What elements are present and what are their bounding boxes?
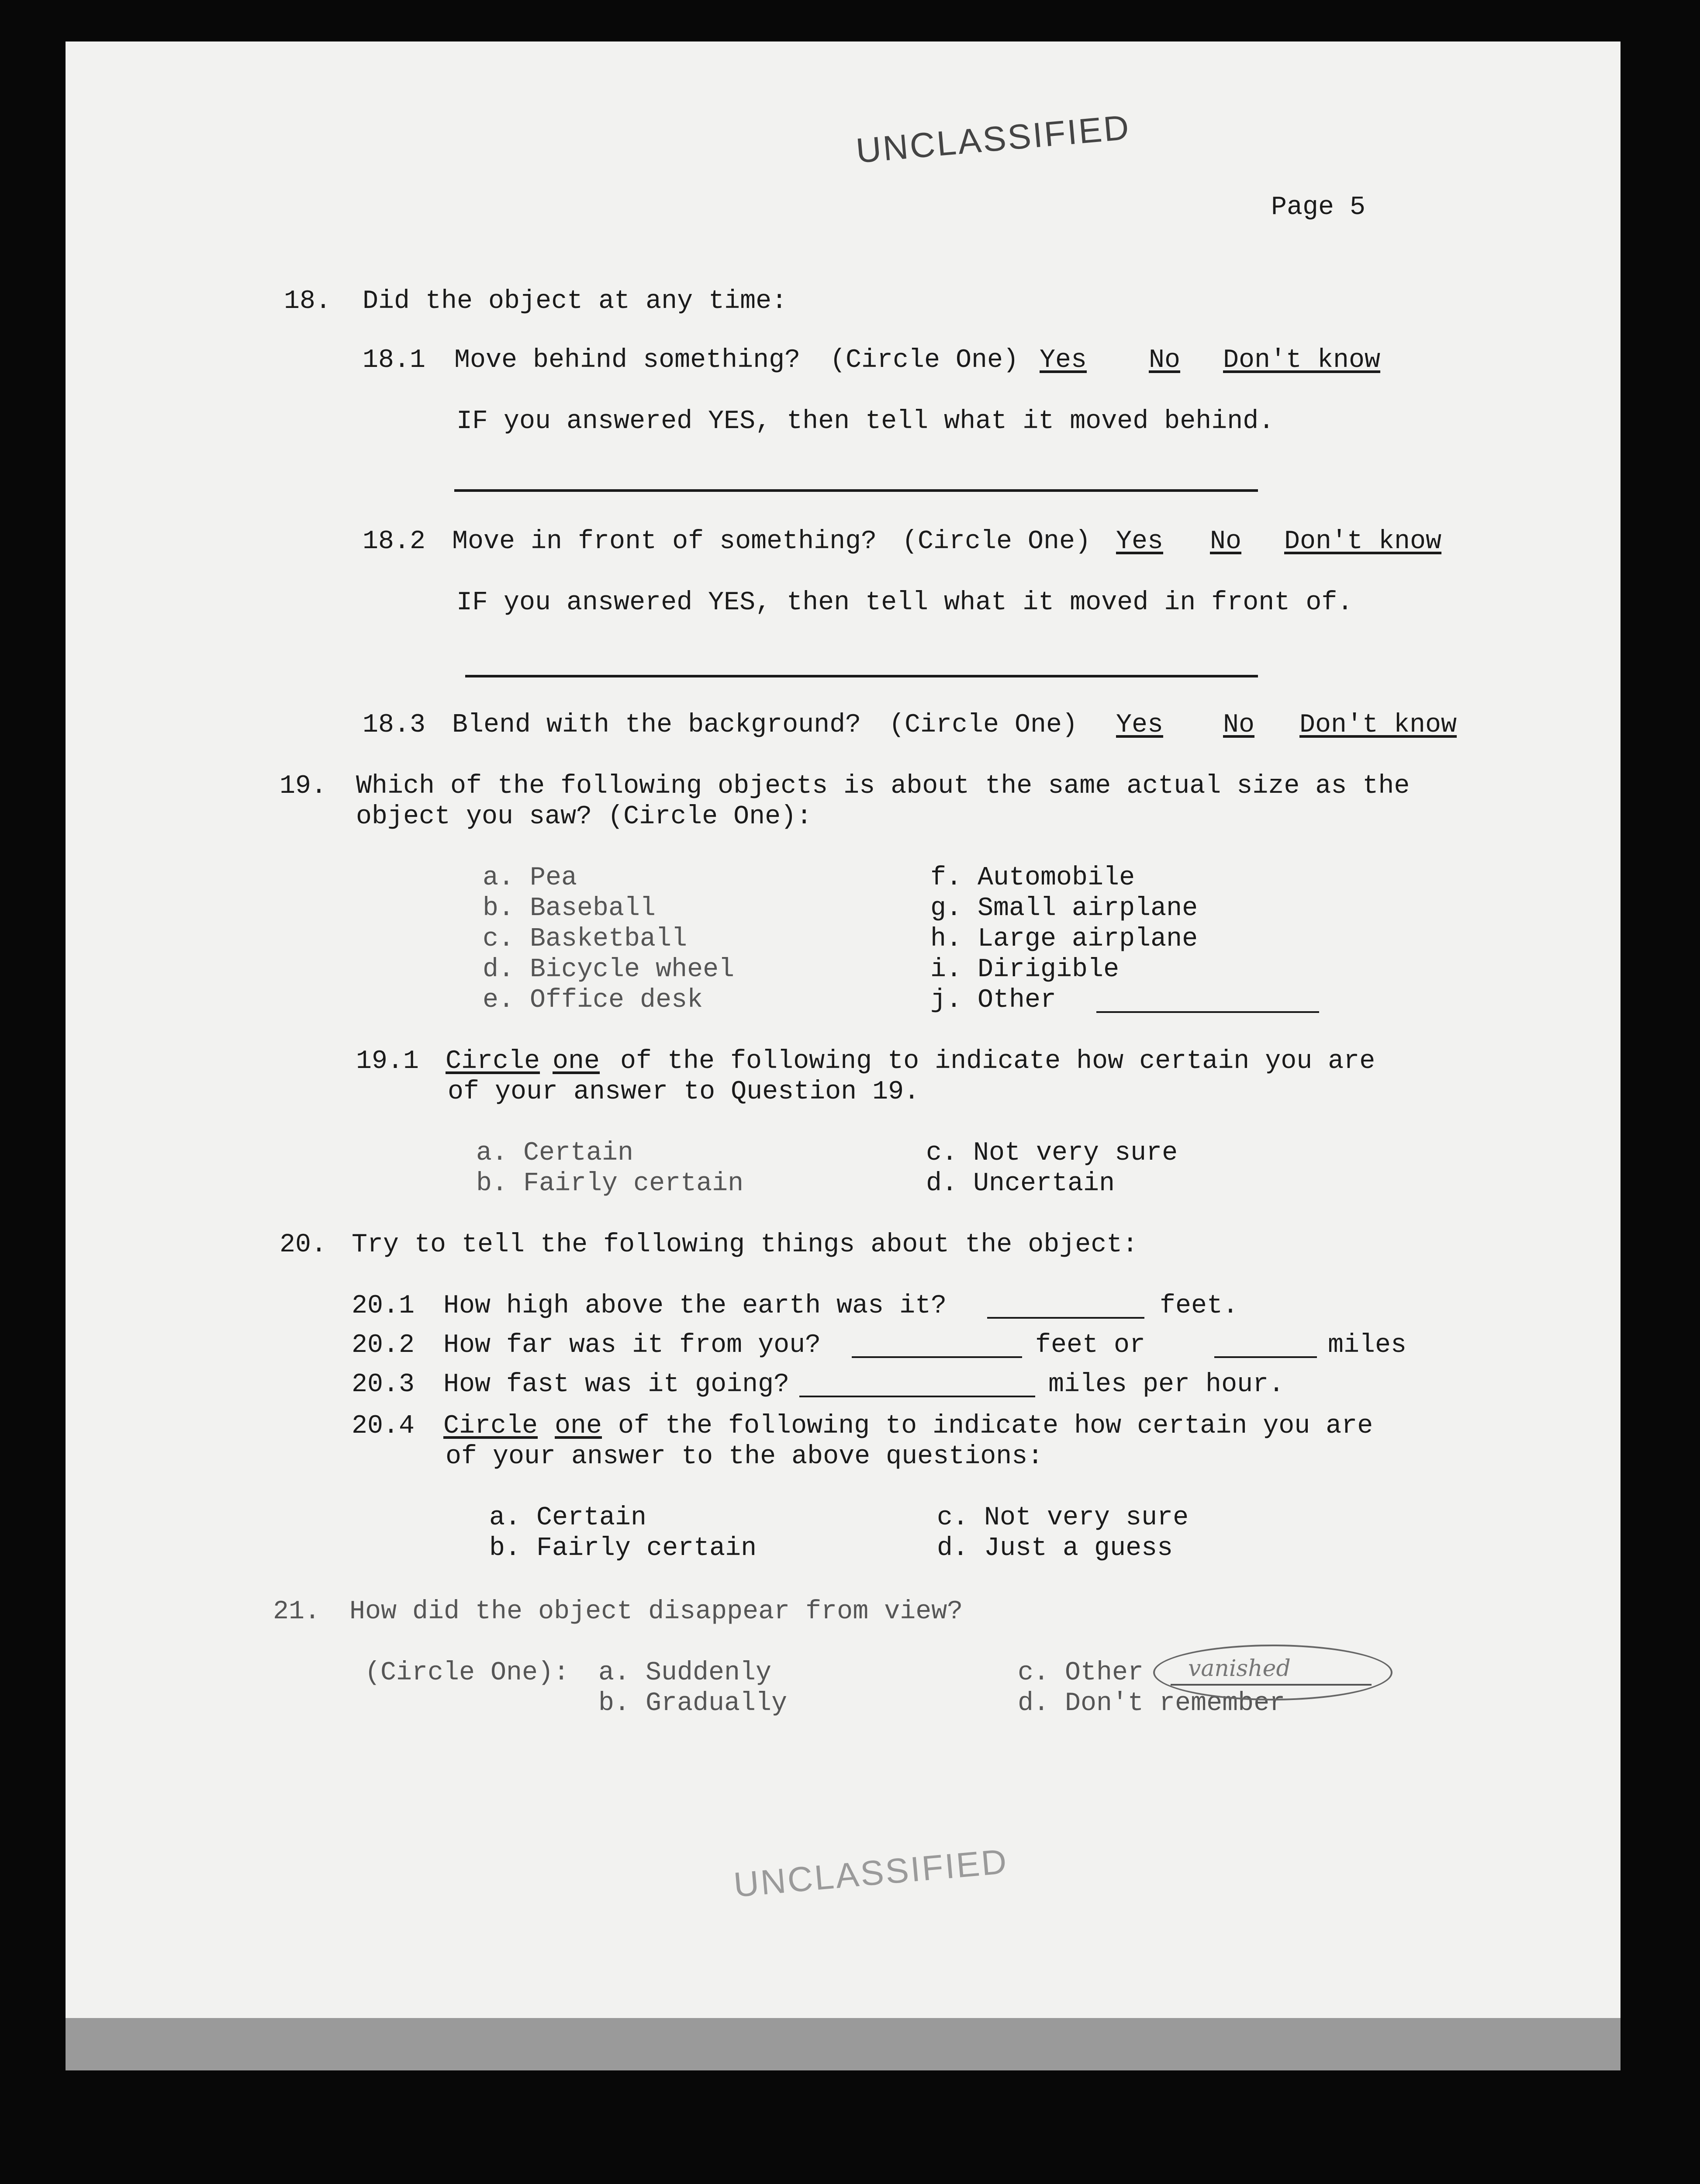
q19-1-text-line1: of the following to indicate how certain you are (620, 1047, 1375, 1076)
q19-1-circle-word: Circle (446, 1047, 540, 1076)
q21-number: 21. (273, 1597, 321, 1627)
q19-1-number: 19.1 (356, 1047, 419, 1076)
q21-option-a[interactable]: a. Suddenly (598, 1658, 772, 1688)
q20-2-number: 20.2 (352, 1330, 415, 1360)
q18-2-answer-line[interactable] (465, 675, 1258, 677)
q20-2-text: How far was it from you? (443, 1330, 821, 1360)
q18-2-text: Move in front of something? (452, 527, 877, 556)
q19-1-option-d[interactable]: d. Uncertain (926, 1169, 1115, 1199)
q21-option-b[interactable]: b. Gradually (598, 1689, 788, 1718)
q18-2-no[interactable]: No (1210, 527, 1242, 556)
q19-option-b[interactable]: b. Baseball (483, 894, 656, 923)
q18-1-no[interactable]: No (1149, 346, 1181, 375)
q19-1-option-c[interactable]: c. Not very sure (926, 1138, 1178, 1168)
q20-4-text-line2: of your answer to the above questions: (446, 1442, 1043, 1472)
q18-1-followup: IF you answered YES, then tell what it moved behind. (456, 407, 1275, 436)
q21-handwritten-answer: vanished (1188, 1655, 1291, 1682)
q20-3-answer-line[interactable] (799, 1396, 1035, 1397)
q18-1-number: 18.1 (363, 346, 426, 375)
q18-2-dont-know[interactable]: Don't know (1284, 527, 1442, 556)
q19-option-e[interactable]: e. Office desk (483, 985, 703, 1015)
q18-2-followup: IF you answered YES, then tell what it moved in front of. (456, 588, 1353, 618)
q18-3-yes[interactable]: Yes (1116, 710, 1164, 740)
q20-4-option-b[interactable]: b. Fairly certain (489, 1534, 757, 1563)
document-page (66, 41, 1621, 2033)
q18-1-dont-know[interactable]: Don't know (1223, 346, 1381, 375)
q18-3-text: Blend with the background? (452, 710, 861, 740)
q19-1-option-a[interactable]: a. Certain (476, 1138, 634, 1168)
q20-1-answer-line[interactable] (987, 1317, 1144, 1319)
q18-3-dont-know[interactable]: Don't know (1299, 710, 1457, 740)
q20-4-circle-word: Circle (443, 1411, 538, 1441)
q21-text: How did the object disappear from view? (349, 1597, 963, 1627)
q19-text-line1: Which of the following objects is about the same actual size as the (356, 771, 1410, 801)
q19-1-one-word: one (553, 1047, 600, 1076)
q21-circle: (Circle One): (365, 1658, 570, 1688)
unclassified-stamp-bottom: UNCLASSIFIED (732, 1842, 1010, 1904)
q18-number: 18. (284, 287, 332, 316)
q18-3-number: 18.3 (363, 710, 426, 740)
q19-option-g[interactable]: g. Small airplane (930, 894, 1198, 923)
q19-option-c[interactable]: c. Basketball (483, 924, 688, 954)
q18-1-circle: (Circle One) (830, 346, 1019, 375)
q20-1-text: How high above the earth was it? (443, 1291, 947, 1321)
q21-option-d[interactable]: d. Don't remember (1018, 1689, 1285, 1718)
q19-option-d[interactable]: d. Bicycle wheel (483, 955, 735, 985)
unclassified-stamp-top: UNCLASSIFIED (854, 107, 1132, 170)
q18-2-circle: (Circle One) (902, 527, 1091, 556)
q18-text: Did the object at any time: (363, 287, 788, 316)
q19-option-i[interactable]: i. Dirigible (930, 955, 1120, 985)
q18-3-no[interactable]: No (1223, 710, 1255, 740)
q20-4-number: 20.4 (352, 1411, 415, 1441)
q19-option-h[interactable]: h. Large airplane (930, 924, 1198, 954)
q20-text: Try to tell the following things about the object: (352, 1230, 1138, 1260)
q20-4-option-d[interactable]: d. Just a guess (937, 1534, 1173, 1563)
q20-2-unit1: feet or (1035, 1330, 1146, 1360)
q20-3-text: How fast was it going? (443, 1370, 790, 1400)
q20-3-number: 20.3 (352, 1370, 415, 1400)
q19-option-a[interactable]: a. Pea (483, 863, 577, 893)
q18-2-yes[interactable]: Yes (1116, 527, 1164, 556)
q19-number: 19. (280, 771, 327, 801)
q20-number: 20. (280, 1230, 327, 1260)
q20-4-option-a[interactable]: a. Certain (489, 1503, 647, 1533)
q20-2-unit2: miles (1328, 1330, 1407, 1360)
q18-3-circle: (Circle One) (889, 710, 1078, 740)
q18-1-yes[interactable]: Yes (1040, 346, 1087, 375)
q18-1-answer-line[interactable] (454, 489, 1258, 492)
q20-4-text-line1: of the following to indicate how certain you are (618, 1411, 1373, 1441)
q20-4-one-word: one (555, 1411, 602, 1441)
q20-3-unit: miles per hour. (1048, 1370, 1285, 1400)
q18-2-number: 18.2 (363, 527, 426, 556)
q20-2-feet-line[interactable] (852, 1356, 1022, 1358)
q20-4-option-c[interactable]: c. Not very sure (937, 1503, 1189, 1533)
q20-2-miles-line[interactable] (1214, 1356, 1317, 1358)
q20-1-number: 20.1 (352, 1291, 415, 1321)
q19-text-line2: object you saw? (Circle One): (356, 802, 812, 832)
q18-1-text: Move behind something? (454, 346, 801, 375)
q19-option-f[interactable]: f. Automobile (930, 863, 1135, 893)
q19-1-option-b[interactable]: b. Fairly certain (476, 1169, 744, 1199)
q19-option-j[interactable]: j. Other (930, 985, 1057, 1015)
q21-option-c[interactable]: c. Other (1018, 1658, 1144, 1688)
scan-edge (66, 2018, 1621, 2070)
q19-1-text-line2: of your answer to Question 19. (448, 1077, 920, 1107)
page-number: Page 5 (1271, 193, 1366, 222)
q19-other-line[interactable] (1096, 1011, 1319, 1013)
q20-1-unit: feet. (1160, 1291, 1239, 1321)
